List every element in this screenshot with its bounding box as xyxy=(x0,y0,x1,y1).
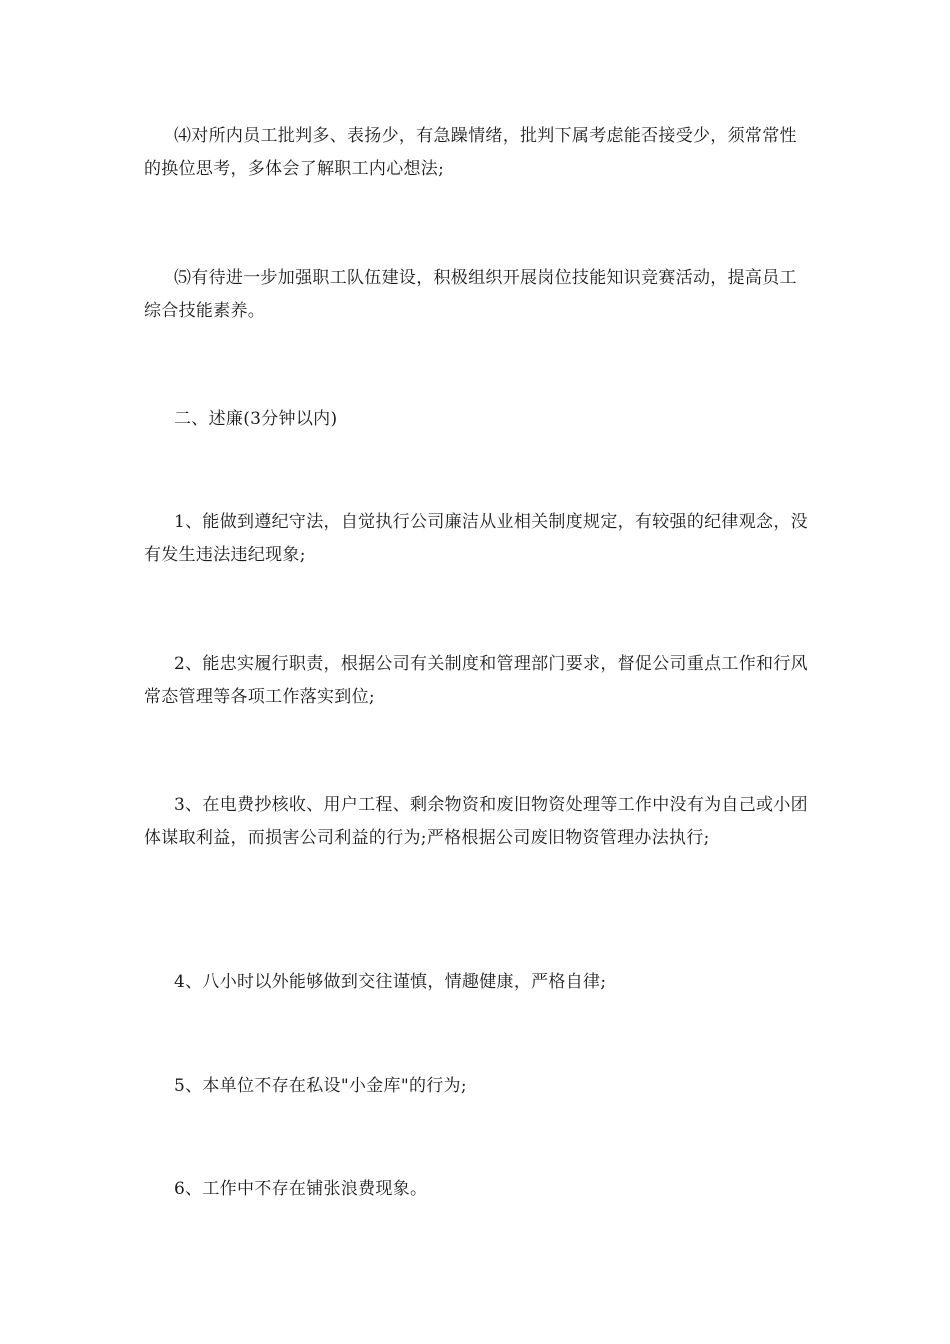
paragraph-point-2: 2、能忠实履行职责，根据公司有关制度和管理部门要求，督促公司重点工作和行风常态管理等各项工作落实到位; xyxy=(144,654,808,707)
paragraph-point-1: 1、能做到遵纪守法，自觉执行公司廉洁从业相关制度规定，有较强的纪律观念，没有发生违法违纪现象; xyxy=(144,512,808,565)
paragraph-item-5: ⑸有待进一步加强职工队伍建设，积极组织开展岗位技能知识竞赛活动，提高员工综合技能素养。 xyxy=(144,268,797,321)
paragraph-point-4: 4、八小时以外能够做到交往谨慎，情趣健康，严格自律; xyxy=(174,972,607,992)
paragraph-item-4: ⑷对所内员工批判多、表扬少，有急躁情绪，批判下属考虑能否接受少，须常常性的换位思考，多体会了解职工内心想法; xyxy=(144,126,797,179)
paragraph-point-5: 5、本单位不存在私设"小金库"的行为; xyxy=(174,1076,467,1096)
section-heading-lian: 二、述廉(3分钟以内) xyxy=(174,409,338,429)
paragraph-point-6: 6、工作中不存在铺张浪费现象。 xyxy=(174,1179,428,1199)
paragraph-point-3: 3、在电费抄核收、用户工程、剩余物资和废旧物资处理等工作中没有为自己或小团体谋取利益，而损害公司利益的行为;严格根据公司废旧物资管理办法执行; xyxy=(144,795,808,848)
